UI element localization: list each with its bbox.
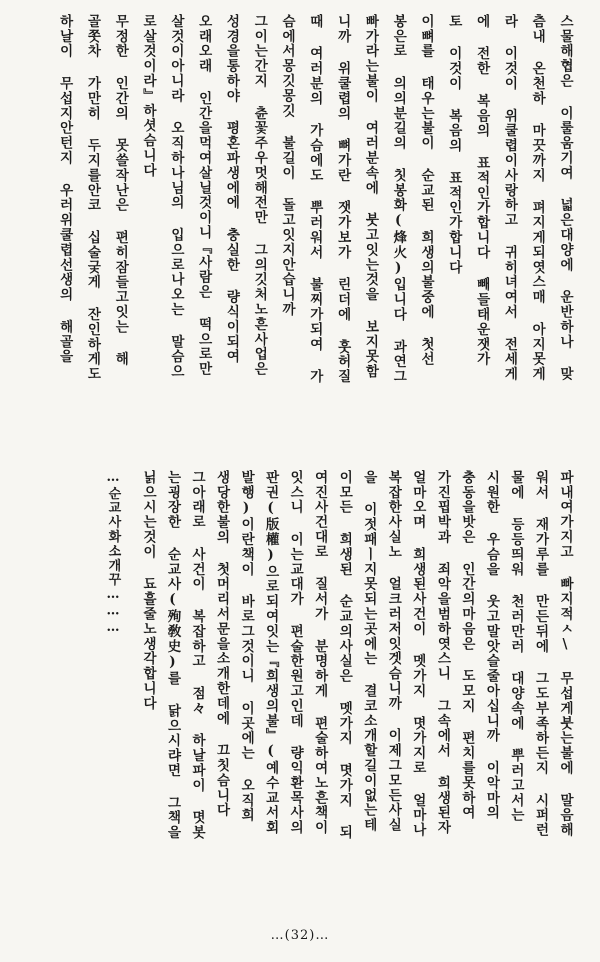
text-column: 을 이젓패ㅣ지못되는곳에는 결코소개할길이없는테 <box>360 470 377 833</box>
text-column: 발행)이란책이 바로그것이니 이곳에는 오직희 <box>238 470 255 823</box>
text-column: 이뼈를 태우는불이 순교된 희생의불중에 첫선 <box>418 14 435 367</box>
text-column: 토 이것이 복음의 표적인가합니다 <box>445 14 462 275</box>
text-column: 그아래로 사건이 복잡하고 점々 하날파이 몃봇 <box>189 470 206 841</box>
text-column: 빠가라는불이 여러분속에 붓고잇는것을 보지못함 <box>362 14 379 380</box>
text-column: 봉은로 의의분길의 칫봉화(烽火)입니다 과연그 <box>390 14 407 385</box>
text-column: 잇스니 이는교대가 편술한원고인데 량익환목사의 <box>287 470 304 836</box>
text-column: 는굉장한 순교사(殉敎史)를 닭으시랴면 그책을 <box>164 470 181 841</box>
text-column: 오래오래 인간을먹여살닐것이니『사람은 떡으로만 <box>195 14 212 377</box>
text-column: 워서 재가루를 만든뒤에 그도부족하든지 시퍼런 <box>532 470 549 838</box>
text-column: 여진사건대로 질서가 분명하게 편술하여노흔책이 <box>311 470 328 836</box>
text-column: 판권(版權)으로되여잇는『희생의불』(예수교서회 <box>262 470 279 836</box>
text-column: 생당한불의 첫머리서문을소개한데에 끄칫슴니다 <box>213 470 230 818</box>
text-column: 슴에서몽깃몽깃 불길이 돌고잇지안습니까 <box>279 14 296 317</box>
text-column: 라 이것이 위쿨렵이사랑하고 귀히녀여서 전세게 <box>501 14 518 382</box>
top-text-block <box>52 14 580 446</box>
text-column: 얼마오며 희생된사건이 멧가지 몃가지로 얼마나 <box>409 470 426 838</box>
text-column: 닑으시는것이 됴흘줄노생각합니다 <box>139 470 156 711</box>
text-column: 충동을밧은 인간의마음은 도모지 편치를못하여 <box>458 470 475 821</box>
text-column: 골쫏차 가만히 두지를안코 십술궂게 잔인하게도 <box>84 14 101 382</box>
text-column: 스물해협은 이룰움기여 넓은대양에 운반하나 맞 <box>557 14 573 382</box>
text-column: 하날이 무섭지안턴지 우러위쿨렵선생의 해골을 <box>56 14 73 365</box>
text-column: 성경을통하야 평혼파생에에 충실한 량식이되여 <box>223 14 240 365</box>
text-column: 니까 위쿨렵의 뼈가란 잿가보가 린더에 훗허질 <box>334 14 351 385</box>
text-column: 복잡한사실노 얼크러저잇겟슴니까 이제그모든사실 <box>385 470 402 833</box>
text-column: 시원한 우슴을 웃고말앗슬줄아십니까 이악마의 <box>483 470 500 821</box>
text-column: 물에 등등띄워 천러만러 대양속에 뿌러고서는 <box>507 470 524 823</box>
text-column: 이모든 희생된 순교의사실은 멧가지 몃가지 되 <box>336 470 353 841</box>
text-column: 파내여가지고 빠지적ㅅ\ 무섭게붓는불에 말음해 <box>557 470 573 838</box>
text-column: 로살것이라』하셧슴니다 <box>140 14 157 178</box>
text-column: 츰내 온천하 마끗까지 펴지게되엿스매 아지못게 <box>529 14 546 382</box>
text-column: 그이는간지 츈꽃주우멋해전만 그의깃처노흔사업은 <box>251 14 268 377</box>
signature-line: …순교사화소개꾸……… <box>105 470 121 637</box>
page-number: …(32)… <box>270 928 330 943</box>
text-column: 무정한 인간의 못쓸작난은 편히잠들고잇는 해 <box>112 14 129 367</box>
text-column: 살것이아니라 오직하나님의 입으로나오는 말슴으 <box>167 14 184 380</box>
bottom-text-block <box>104 470 580 922</box>
text-column: 에 전한 복음의 표적인가합니다 빼들태운잿가 <box>473 14 490 367</box>
text-column: 때 여러분의 가슴에도 뿌러워서 불찌가되여 가 <box>306 14 323 385</box>
text-column: 가진핍박과 죄악을범하엿스니 그속에서 희생된자 <box>434 470 451 836</box>
